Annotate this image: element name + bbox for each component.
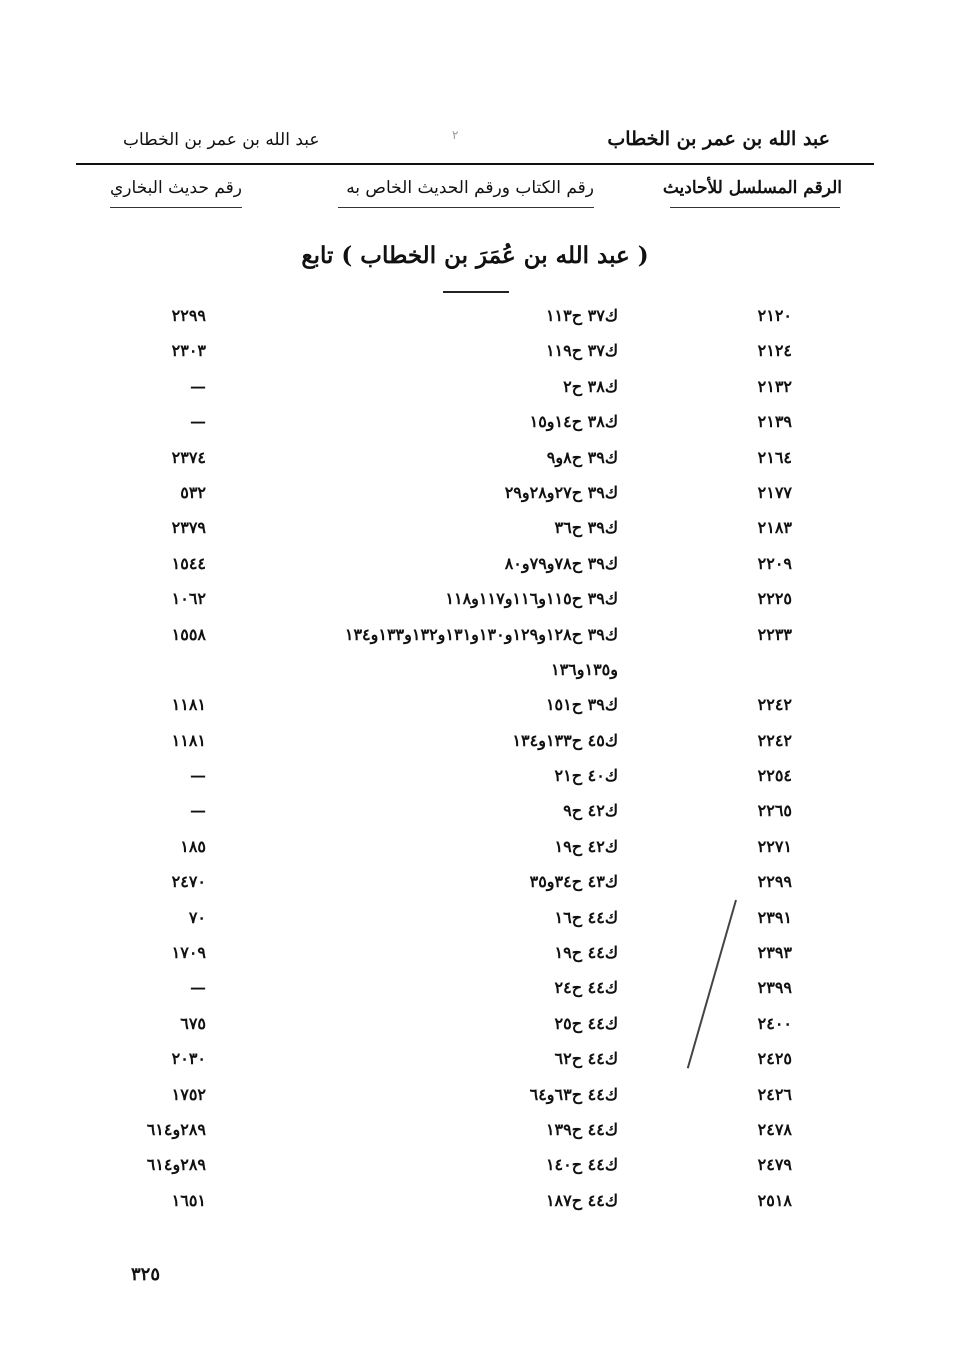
bukhari-number-cell: ٥٣٢ (180, 482, 206, 502)
bukhari-number-cell: ١٦٥١ (171, 1190, 206, 1210)
book-hadith-cell: ك٣٩ ح٢٧و٢٨و٢٩ (504, 482, 618, 502)
book-hadith-cell: ك٣٩ ح٣٦ (554, 518, 618, 538)
serial-number-cell: ٢٢٥٤ (757, 766, 792, 786)
bukhari-number-cell: — (190, 978, 206, 998)
book-hadith-cell: ك٤٤ ح١٩ (554, 943, 618, 963)
bukhari-number-cell: ٢٨٩و٦١٤ (146, 1155, 206, 1175)
bukhari-number-cell: ١١٨١ (171, 730, 206, 750)
bukhari-number-cell: ٢٨٩و٦١٤ (146, 1119, 206, 1139)
serial-number-cell: ٢١٣٢ (757, 376, 792, 396)
column-header-book: رقم الكتاب ورقم الحديث الخاص به (346, 178, 594, 198)
column-header-bukhari: رقم حديث البخاري (110, 178, 243, 198)
book-hadith-cell: ك٣٩ ح١٢٨و١٢٩و١٣٠و١٣١و١٣٢و١٣٣و١٣٤ (344, 624, 618, 644)
table-row (0, 483, 956, 518)
table-row (0, 306, 956, 341)
serial-number-cell: ٢١٧٧ (757, 482, 792, 502)
book-hadith-cell: ك٤٥ ح١٣٣و١٣٤ (512, 730, 618, 750)
bukhari-number-cell: ١٥٥٨ (171, 624, 206, 644)
serial-number-cell: ٢٢٠٩ (757, 553, 792, 573)
serial-number-cell: ٢٤٠٠ (757, 1013, 792, 1033)
book-hadith-cell: ك٣٩ ح٧٨و٧٩و٨٠ (504, 553, 618, 573)
bukhari-number-cell: — (190, 376, 206, 396)
book-hadith-cell: ك٣٨ ح٢ (563, 376, 618, 396)
serial-number-cell: ٢٢٩٩ (757, 872, 792, 892)
table-row (0, 978, 956, 1013)
serial-number-cell: ٢٢٧١ (757, 836, 792, 856)
serial-number-cell: ٢٤٢٥ (757, 1049, 792, 1069)
serial-number-cell: ٢١٨٣ (757, 518, 792, 538)
bukhari-number-cell: ٢٣٧٤ (171, 447, 206, 467)
bukhari-number-cell: ٧٠ (188, 907, 206, 927)
book-hadith-cell: ك٤٠ ح٢١ (554, 766, 618, 786)
bukhari-number-cell: — (190, 801, 206, 821)
running-header-right: عبد الله بن عمر بن الخطاب (607, 128, 830, 150)
bukhari-number-cell: ١١٨١ (171, 695, 206, 715)
book-hadith-cell: ك٤٤ ح٢٤ (554, 978, 618, 998)
table-row (0, 554, 956, 589)
book-hadith-cell: ك٤٤ ح١٣٩ (545, 1119, 618, 1139)
serial-number-cell: ٢٢٤٢ (757, 695, 792, 715)
bukhari-number-cell: ١٥٤٤ (171, 553, 206, 573)
book-hadith-cell: ك٣٧ ح١١٣ (545, 306, 618, 325)
column-underline-book (338, 207, 594, 208)
bukhari-number-cell: ١٧٠٩ (171, 943, 206, 963)
bukhari-number-cell: — (190, 412, 206, 432)
bukhari-number-cell: ١٠٦٢ (171, 589, 206, 609)
serial-number-cell: ٢١٦٤ (757, 447, 792, 467)
bukhari-number-cell: — (190, 766, 206, 786)
column-underline-bukhari (110, 207, 242, 208)
serial-number-cell: ٢٢٤٢ (757, 730, 792, 750)
book-hadith-cell: ك٣٩ ح٨و٩ (546, 447, 618, 467)
serial-number-cell: ٢٢٢٥ (757, 589, 792, 609)
bukhari-number-cell: ١٨٥ (180, 836, 206, 856)
bukhari-number-cell: ١٧٥٢ (171, 1084, 206, 1104)
bukhari-number-cell: ٢٢٩٩ (171, 306, 206, 325)
serial-number-cell: ٢٤٧٨ (757, 1119, 792, 1139)
header-mark: ٢ (452, 128, 459, 142)
table-row (0, 1120, 956, 1155)
table-row (0, 412, 956, 447)
column-header-serial: الرقم المسلسل للأحاديث (662, 178, 842, 198)
bukhari-number-cell: ٢٣٧٩ (171, 518, 206, 538)
column-underline-serial (670, 207, 840, 208)
table-row (0, 908, 956, 943)
book-hadith-cell: ك٤٤ ح١٤٠ (545, 1155, 618, 1175)
table-row (0, 1191, 956, 1226)
table-row (0, 943, 956, 978)
serial-number-cell: ٢٤٢٦ (757, 1084, 792, 1104)
serial-number-cell: ٢١٣٩ (757, 412, 792, 432)
table-row (0, 377, 956, 412)
table-row (0, 341, 956, 376)
table-row (0, 1014, 956, 1049)
book-hadith-cell: ك٣٩ ح١٥١ (545, 695, 618, 715)
serial-number-cell: ٢٣٩٣ (757, 943, 792, 963)
table-row (0, 1085, 956, 1120)
book-hadith-cell: ك٤٤ ح٦٢ (554, 1049, 618, 1069)
table-row (0, 766, 956, 801)
table-row (0, 1155, 956, 1190)
page-number: ٣٢٥ (131, 1264, 161, 1285)
bukhari-number-cell: ٦٧٥ (180, 1013, 206, 1033)
bukhari-number-cell: ٢٠٣٠ (171, 1049, 206, 1069)
serial-number-cell: ٢٤٧٩ (757, 1155, 792, 1175)
serial-number-cell: ٢٢٣٣ (757, 624, 792, 644)
section-title: ( عبد الله بن عُمَرَ بن الخطاب ) تابع (301, 242, 649, 269)
book-hadith-cell: ك٤٢ ح١٩ (554, 836, 618, 856)
table-row (0, 589, 956, 624)
table-row (0, 660, 956, 695)
serial-number-cell: ٢٢٦٥ (757, 801, 792, 821)
book-hadith-cell: و١٣٥و١٣٦ (550, 659, 618, 679)
bukhari-number-cell: ٢٣٠٣ (171, 341, 206, 361)
book-hadith-cell: ك٤٤ ح١٨٧ (545, 1190, 618, 1210)
serial-number-cell: ٢٣٩٩ (757, 978, 792, 998)
table-row (0, 837, 956, 872)
table-row (0, 695, 956, 730)
book-hadith-cell: ك٤٤ ح٦٣و٦٤ (529, 1084, 618, 1104)
table-row (0, 1049, 956, 1084)
book-hadith-cell: ك٣٩ ح١١٥و١١٦و١١٧و١١٨ (445, 589, 618, 609)
serial-number-cell: ٢١٢٤ (757, 341, 792, 361)
table-row (0, 801, 956, 836)
table-row (0, 448, 956, 483)
book-hadith-cell: ك٤٢ ح٩ (563, 801, 618, 821)
running-header-left: عبد الله بن عمر بن الخطاب (123, 130, 320, 150)
header-rule (76, 163, 874, 165)
serial-number-cell: ٢٥١٨ (757, 1190, 792, 1210)
hadith-table (0, 306, 956, 1226)
serial-number-cell: ٢٣٩١ (757, 907, 792, 927)
book-hadith-cell: ك٤٤ ح٢٥ (554, 1013, 618, 1033)
table-row (0, 731, 956, 766)
section-title-rule (443, 291, 509, 293)
book-hadith-cell: ك٤٣ ح٣٤و٣٥ (529, 872, 618, 892)
book-hadith-cell: ك٣٧ ح١١٩ (545, 341, 618, 361)
table-row (0, 625, 956, 660)
table-row (0, 872, 956, 907)
table-row (0, 518, 956, 553)
book-hadith-cell: ك٣٨ ح١٤و١٥ (529, 412, 618, 432)
bukhari-number-cell: ٢٤٧٠ (171, 872, 206, 892)
serial-number-cell: ٢١٢٠ (757, 306, 792, 325)
book-hadith-cell: ك٤٤ ح١٦ (554, 907, 618, 927)
